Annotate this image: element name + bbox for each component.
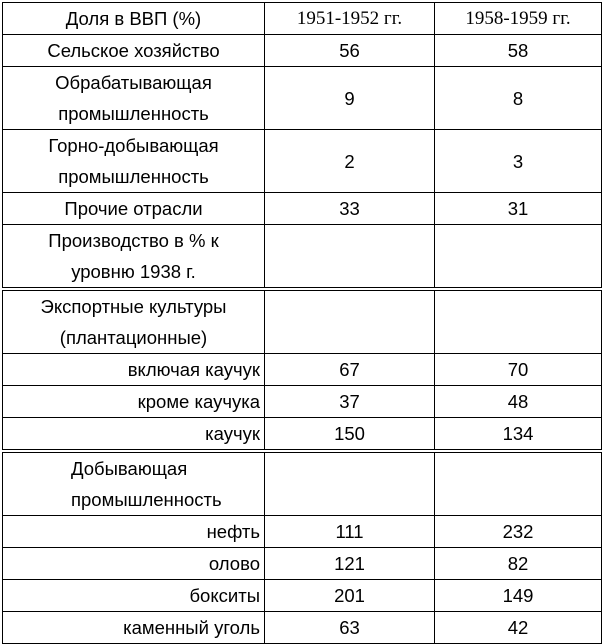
row-label: Прочие отрасли: [3, 193, 265, 225]
row-value-1: 121: [265, 548, 435, 580]
table-row: [3, 418, 602, 452]
table-row: [3, 35, 602, 67]
empty-cell: [435, 225, 602, 290]
section-heading-row: [3, 225, 602, 290]
gdp-structure-table: [2, 2, 602, 644]
row-value-1: 150: [265, 418, 435, 452]
table-row: [3, 548, 602, 580]
row-label: каучук: [3, 418, 265, 452]
empty-cell: [265, 289, 435, 354]
row-value-2: 149: [435, 580, 602, 612]
row-label: включая каучук: [3, 354, 265, 386]
row-label: Сельское хозяйство: [3, 35, 265, 67]
row-value-1: 37: [265, 386, 435, 418]
production-heading: Производство в % к уровню 1938 г.: [3, 225, 265, 290]
table-row: [3, 580, 602, 612]
table-row: [3, 193, 602, 225]
empty-cell: [435, 451, 602, 516]
row-value-2: 70: [435, 354, 602, 386]
row-label: каменный уголь: [3, 612, 265, 644]
row-value-2: 42: [435, 612, 602, 644]
header-period-1-cell: 1951-1952 гг.: [265, 3, 435, 35]
row-value-2: 31: [435, 193, 602, 225]
section-heading-row: [3, 289, 602, 354]
empty-cell: [265, 451, 435, 516]
row-value-1: 201: [265, 580, 435, 612]
row-value-1: 111: [265, 516, 435, 548]
row-value-2: 232: [435, 516, 602, 548]
table-row: [3, 67, 602, 130]
row-value-1: 56: [265, 35, 435, 67]
table-row: [3, 386, 602, 418]
header-period-2-cell: 1958-1959 гг.: [435, 3, 602, 35]
row-value-2: 3: [435, 130, 602, 193]
section-heading-row: [3, 451, 602, 516]
empty-cell: [435, 289, 602, 354]
row-value-2: 58: [435, 35, 602, 67]
table-row: [3, 130, 602, 193]
row-value-1: 33: [265, 193, 435, 225]
row-value-1: 67: [265, 354, 435, 386]
row-value-1: 2: [265, 130, 435, 193]
row-label: нефть: [3, 516, 265, 548]
row-label: Обрабатывающая промышленность: [3, 67, 265, 130]
row-label: Горно-добывающая промышленность: [3, 130, 265, 193]
row-value-2: 48: [435, 386, 602, 418]
table-row: [3, 354, 602, 386]
header-label-cell: Доля в ВВП (%): [3, 3, 265, 35]
row-value-2: 82: [435, 548, 602, 580]
row-label: олово: [3, 548, 265, 580]
row-label: бокситы: [3, 580, 265, 612]
empty-cell: [265, 225, 435, 290]
row-value-2: 8: [435, 67, 602, 130]
table-row: [3, 612, 602, 644]
table-header-row: [3, 3, 602, 35]
mining-heading: Добывающая промышленность: [3, 451, 265, 516]
row-value-1: 63: [265, 612, 435, 644]
table-row: [3, 516, 602, 548]
row-value-2: 134: [435, 418, 602, 452]
row-label: кроме каучука: [3, 386, 265, 418]
export-crops-heading: Экспортные культуры (плантационные): [3, 289, 265, 354]
row-value-1: 9: [265, 67, 435, 130]
